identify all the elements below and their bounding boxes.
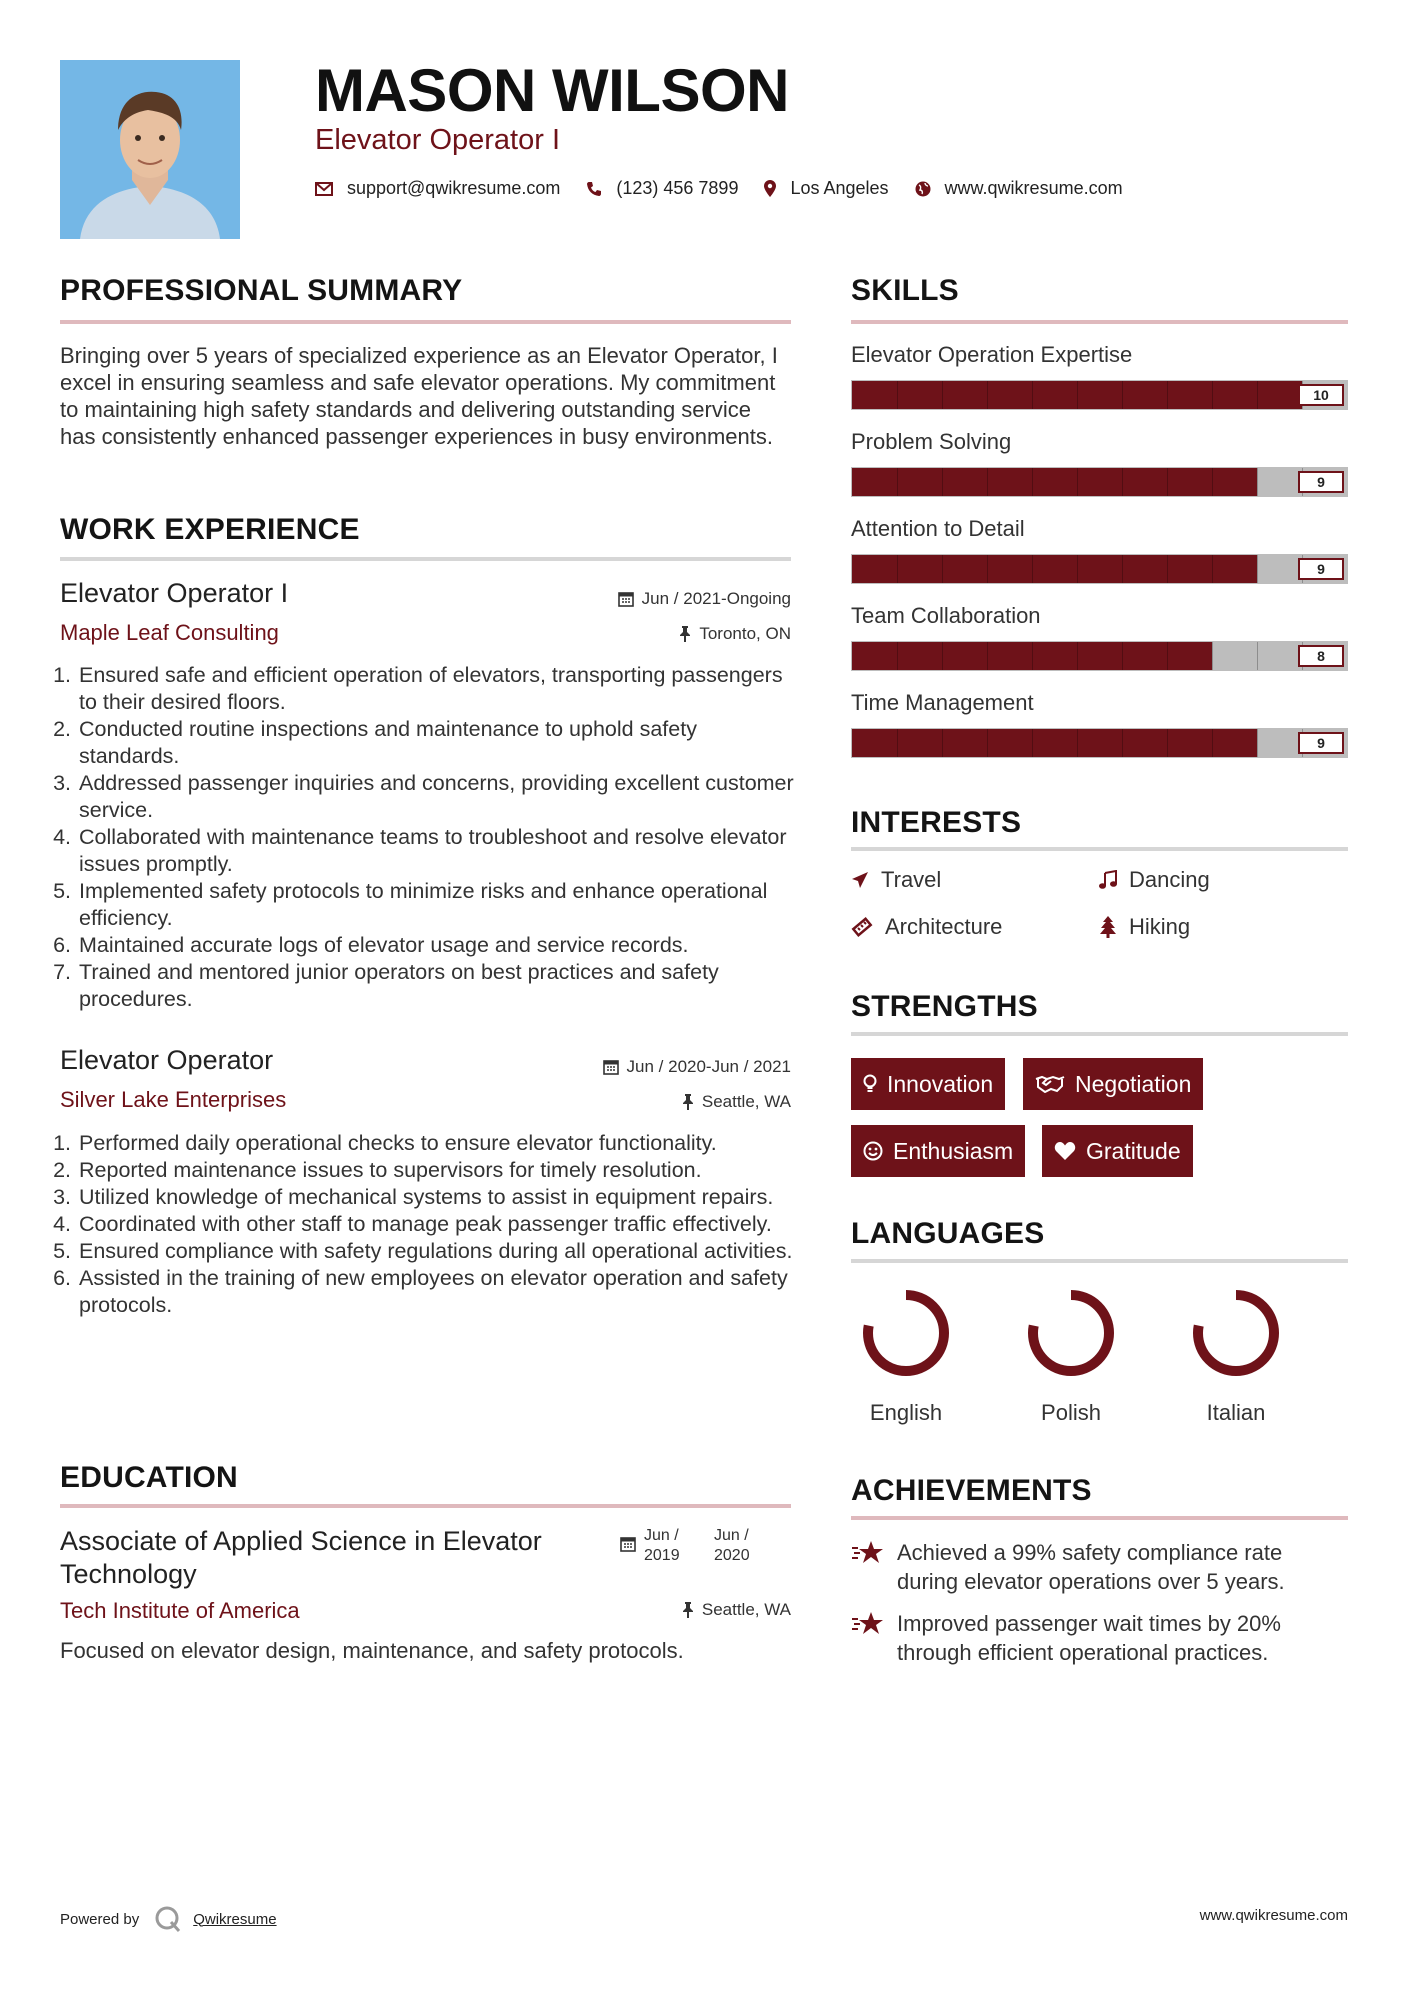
- education-heading: EDUCATION: [60, 1461, 238, 1494]
- strength-label: Gratitude: [1086, 1137, 1181, 1164]
- interest-item: [1099, 867, 1210, 893]
- job-dates: [618, 589, 791, 609]
- language-label: Italian: [1206, 1400, 1266, 1425]
- job-bullet: 1. Performed daily operational checks to ensure elevator functionality.: [77, 1130, 794, 1157]
- interest-label: Hiking: [1129, 914, 1191, 939]
- job-bullet: 2. Conducted routine inspections and maintenance to uphold safety standards.: [77, 716, 794, 770]
- language-ring: [860, 1287, 952, 1379]
- strength-badge: [1042, 1125, 1193, 1177]
- skill-bar-divider: [987, 381, 988, 409]
- interest-item: [851, 867, 941, 893]
- skill-bar-fill: [852, 468, 1257, 496]
- job-location-text: Seattle, WA: [701, 1092, 791, 1111]
- achievement-item: [851, 1609, 1348, 1667]
- language-ring-arc: [868, 1295, 944, 1371]
- skill-bar-divider: [1122, 729, 1123, 757]
- skill-bar-divider: [1122, 555, 1123, 583]
- languages-heading: LANGUAGES: [851, 1217, 1045, 1250]
- skill-bar-divider: [987, 729, 988, 757]
- skill-name: Attention to Detail: [851, 516, 1025, 541]
- skill-bar: [851, 641, 1348, 671]
- skill-bar-divider: [1122, 468, 1123, 496]
- powered-by-text: Powered by: [60, 1910, 140, 1928]
- strength-label: Enthusiasm: [893, 1137, 1014, 1164]
- interest-label: Dancing: [1129, 867, 1210, 892]
- contact-phone[interactable]: [586, 178, 738, 199]
- interest-label: Architecture: [885, 914, 1003, 939]
- skill-bar-divider: [1257, 381, 1258, 409]
- music-icon: [1099, 870, 1117, 890]
- skill-name: Team Collaboration: [851, 603, 1041, 628]
- phone-text: (123) 456 7899: [616, 178, 739, 198]
- calendar-icon: [603, 1059, 619, 1075]
- degree-title: Associate of Applied Science in Elevator Technology: [60, 1526, 542, 1589]
- summary-rule: [60, 320, 791, 324]
- job-bullet: 3. Addressed passenger inquiries and concerns, providing excellent customer service.: [77, 770, 794, 824]
- contact-bar: [315, 178, 1149, 199]
- job-dates-text: Jun / 2020-Jun / 2021: [626, 1057, 791, 1076]
- job-bullets: [59, 662, 794, 1013]
- skill-bar: [851, 467, 1348, 497]
- interest-label: Travel: [881, 867, 942, 892]
- job-company: Maple Leaf Consulting: [60, 620, 279, 645]
- languages-rule: [851, 1259, 1348, 1263]
- summary-text: Bringing over 5 years of specialized experience as an Elevator Operator, I excel in ensuring seamless and safe elevator operations. My commitment to maintaining high safety standards and delivering outstanding service has consistently enhanced passenger experiences in busy environments.: [60, 343, 778, 449]
- skill-bar-divider: [1212, 468, 1213, 496]
- ruler-icon: [851, 916, 873, 938]
- achievement-text: Improved passenger wait times by 20% through efficient operational practices.: [897, 1611, 1281, 1665]
- skill-bar-divider: [1257, 555, 1258, 583]
- job-bullet: 4. Coordinated with other staff to manage peak passenger traffic effectively.: [77, 1211, 794, 1238]
- skill-bar: [851, 380, 1348, 410]
- phone-icon: [586, 181, 602, 197]
- skill-bar-divider: [1122, 381, 1123, 409]
- skill-bar-divider: [1032, 642, 1033, 670]
- skills-heading: SKILLS: [851, 274, 959, 307]
- candidate-title: Elevator Operator I: [315, 124, 560, 156]
- skill-bar-divider: [942, 729, 943, 757]
- skills-rule: [851, 320, 1348, 324]
- education-rule: [60, 1504, 791, 1508]
- interest-item: [851, 914, 1002, 940]
- strengths-rule: [851, 1032, 1348, 1036]
- skill-level: 9: [1298, 471, 1344, 493]
- skill-bar: [851, 554, 1348, 584]
- location-text: Los Angeles: [790, 178, 889, 198]
- skill-level: 10: [1298, 384, 1344, 406]
- skill-name: Problem Solving: [851, 429, 1012, 454]
- job-bullet: 3. Utilized knowledge of mechanical systems to assist in equipment repairs.: [77, 1184, 794, 1211]
- job-company: Silver Lake Enterprises: [60, 1087, 287, 1112]
- skill-bar-divider: [1077, 729, 1078, 757]
- pushpin-icon: [682, 1602, 694, 1618]
- skill-bar-divider: [1032, 381, 1033, 409]
- lightbulb-icon: [863, 1074, 877, 1094]
- skill-bar-divider: [1257, 642, 1258, 670]
- calendar-icon: [620, 1536, 636, 1552]
- job-title: Elevator Operator I: [60, 578, 289, 608]
- map-pin-icon: [764, 180, 776, 197]
- job-bullets: [59, 1130, 794, 1319]
- footer-url[interactable]: www.qwikresume.com: [1199, 1907, 1348, 1924]
- job-bullet: 5. Implemented safety protocols to minimize risks and enhance operational efficiency.: [77, 878, 794, 932]
- calendar-icon: [618, 591, 634, 607]
- skill-bar-divider: [1167, 468, 1168, 496]
- smile-icon: [863, 1141, 883, 1161]
- skill-bar-divider: [1077, 468, 1078, 496]
- handshake-icon: [1035, 1075, 1065, 1093]
- skill-bar-divider: [1032, 555, 1033, 583]
- skill-level: 8: [1298, 645, 1344, 667]
- globe-icon: [915, 181, 931, 197]
- profile-photo: [60, 60, 240, 239]
- school-name: Tech Institute of America: [60, 1598, 300, 1623]
- skill-bar-divider: [987, 555, 988, 583]
- job-dates: [603, 1057, 791, 1077]
- job-bullet: 7. Trained and mentored junior operators on best practices and safety procedures.: [77, 959, 794, 1013]
- skill-bar-fill: [852, 729, 1257, 757]
- education-location-text: Seattle, WA: [701, 1600, 791, 1619]
- tree-icon: [1099, 916, 1117, 938]
- star-award-icon: [851, 1540, 885, 1566]
- job-location: [679, 624, 791, 644]
- education-end: Jun / 2020: [714, 1527, 750, 1564]
- interests-heading: INTERESTS: [851, 806, 1022, 839]
- achievements-heading: ACHIEVEMENTS: [851, 1474, 1092, 1507]
- skill-bar-divider: [942, 381, 943, 409]
- skill-name: Elevator Operation Expertise: [851, 342, 1133, 367]
- strength-badge: [851, 1058, 1005, 1110]
- education-start: Jun / 2019: [644, 1527, 680, 1564]
- skill-name: Time Management: [851, 690, 1034, 715]
- skill-bar-divider: [942, 642, 943, 670]
- achievement-item: [851, 1538, 1348, 1596]
- work-rule: [60, 557, 791, 561]
- achievement-text: Achieved a 99% safety compliance rate during elevator operations over 5 years.: [897, 1540, 1285, 1594]
- education-dates: [620, 1526, 766, 1566]
- job-bullet: 5. Ensured compliance with safety regulations during all operational activities.: [77, 1238, 794, 1265]
- skill-bar-divider: [1077, 381, 1078, 409]
- skill-bar-divider: [1212, 555, 1213, 583]
- job-title: Elevator Operator: [60, 1045, 274, 1075]
- job-bullet: 6. Maintained accurate logs of elevator usage and service records.: [77, 932, 794, 959]
- contact-email[interactable]: [315, 178, 560, 199]
- envelope-icon: [315, 182, 333, 196]
- language-ring: [1025, 1287, 1117, 1379]
- skill-bar-divider: [897, 729, 898, 757]
- skill-bar-divider: [1077, 642, 1078, 670]
- skill-bar-divider: [1212, 381, 1213, 409]
- heart-icon: [1054, 1141, 1076, 1161]
- candidate-name: MASON WILSON: [315, 57, 789, 124]
- skill-bar-divider: [1167, 729, 1168, 757]
- skill-bar-divider: [1077, 555, 1078, 583]
- skill-bar-divider: [1122, 642, 1123, 670]
- skill-bar-fill: [852, 555, 1257, 583]
- skill-bar-divider: [1167, 555, 1168, 583]
- skill-bar-divider: [897, 381, 898, 409]
- job-bullet: 4. Collaborated with maintenance teams to troubleshoot and resolve elevator issues promptly.: [77, 824, 794, 878]
- contact-website[interactable]: [915, 178, 1123, 199]
- skill-bar-divider: [1212, 729, 1213, 757]
- skill-bar-divider: [1257, 729, 1258, 757]
- skill-bar-divider: [1032, 468, 1033, 496]
- skill-bar-divider: [897, 468, 898, 496]
- job-bullet: 2. Reported maintenance issues to supervisors for timely resolution.: [77, 1157, 794, 1184]
- skill-bar-divider: [1032, 729, 1033, 757]
- contact-location: [764, 178, 888, 199]
- plane-icon: [851, 871, 869, 889]
- pushpin-icon: [682, 1094, 694, 1110]
- star-award-icon: [851, 1611, 885, 1637]
- language-label: Polish: [1041, 1400, 1101, 1425]
- education-description: Focused on elevator design, maintenance, and safety protocols.: [60, 1638, 684, 1663]
- email-text: support@qwikresume.com: [347, 178, 561, 198]
- job-dates-text: Jun / 2021-Ongoing: [641, 589, 791, 608]
- strength-label: Innovation: [887, 1070, 994, 1097]
- job-location-text: Toronto, ON: [699, 624, 791, 643]
- education-location: [682, 1600, 791, 1620]
- job-bullet: 6. Assisted in the training of new employees on elevator operation and safety protocols.: [77, 1265, 794, 1319]
- strength-badge: [851, 1125, 1025, 1177]
- footer-powered-by: [60, 1904, 277, 1934]
- language-ring-arc: [1198, 1295, 1274, 1371]
- qwikresume-logo-icon: [153, 1904, 183, 1934]
- skill-bar-divider: [897, 555, 898, 583]
- skill-bar-divider: [1167, 381, 1168, 409]
- skill-level: 9: [1298, 732, 1344, 754]
- language-ring-arc: [1033, 1295, 1109, 1371]
- skill-bar-divider: [942, 468, 943, 496]
- achievements-rule: [851, 1516, 1348, 1520]
- brand-link[interactable]: Qwikresume: [193, 1910, 277, 1928]
- skill-bar-divider: [1212, 642, 1213, 670]
- work-heading: WORK EXPERIENCE: [60, 513, 360, 546]
- language-label: English: [869, 1400, 943, 1425]
- skill-bar-divider: [942, 555, 943, 583]
- skill-bar: [851, 728, 1348, 758]
- skill-bar-divider: [897, 642, 898, 670]
- interest-item: [1099, 914, 1190, 940]
- website-text: www.qwikresume.com: [944, 178, 1123, 198]
- language-ring: [1190, 1287, 1282, 1379]
- skill-bar-divider: [987, 468, 988, 496]
- strength-label: Negotiation: [1075, 1070, 1192, 1097]
- job-location: [682, 1092, 791, 1112]
- skill-bar-divider: [987, 642, 988, 670]
- strengths-heading: STRENGTHS: [851, 990, 1038, 1023]
- summary-heading: PROFESSIONAL SUMMARY: [60, 274, 463, 307]
- interests-rule: [851, 847, 1348, 851]
- strength-badge: [1023, 1058, 1203, 1110]
- skill-bar-divider: [1257, 468, 1258, 496]
- skill-bar-divider: [1167, 642, 1168, 670]
- pushpin-icon: [679, 626, 691, 642]
- job-bullet: 1. Ensured safe and efficient operation of elevators, transporting passengers to their desired floors.: [77, 662, 794, 716]
- skill-level: 9: [1298, 558, 1344, 580]
